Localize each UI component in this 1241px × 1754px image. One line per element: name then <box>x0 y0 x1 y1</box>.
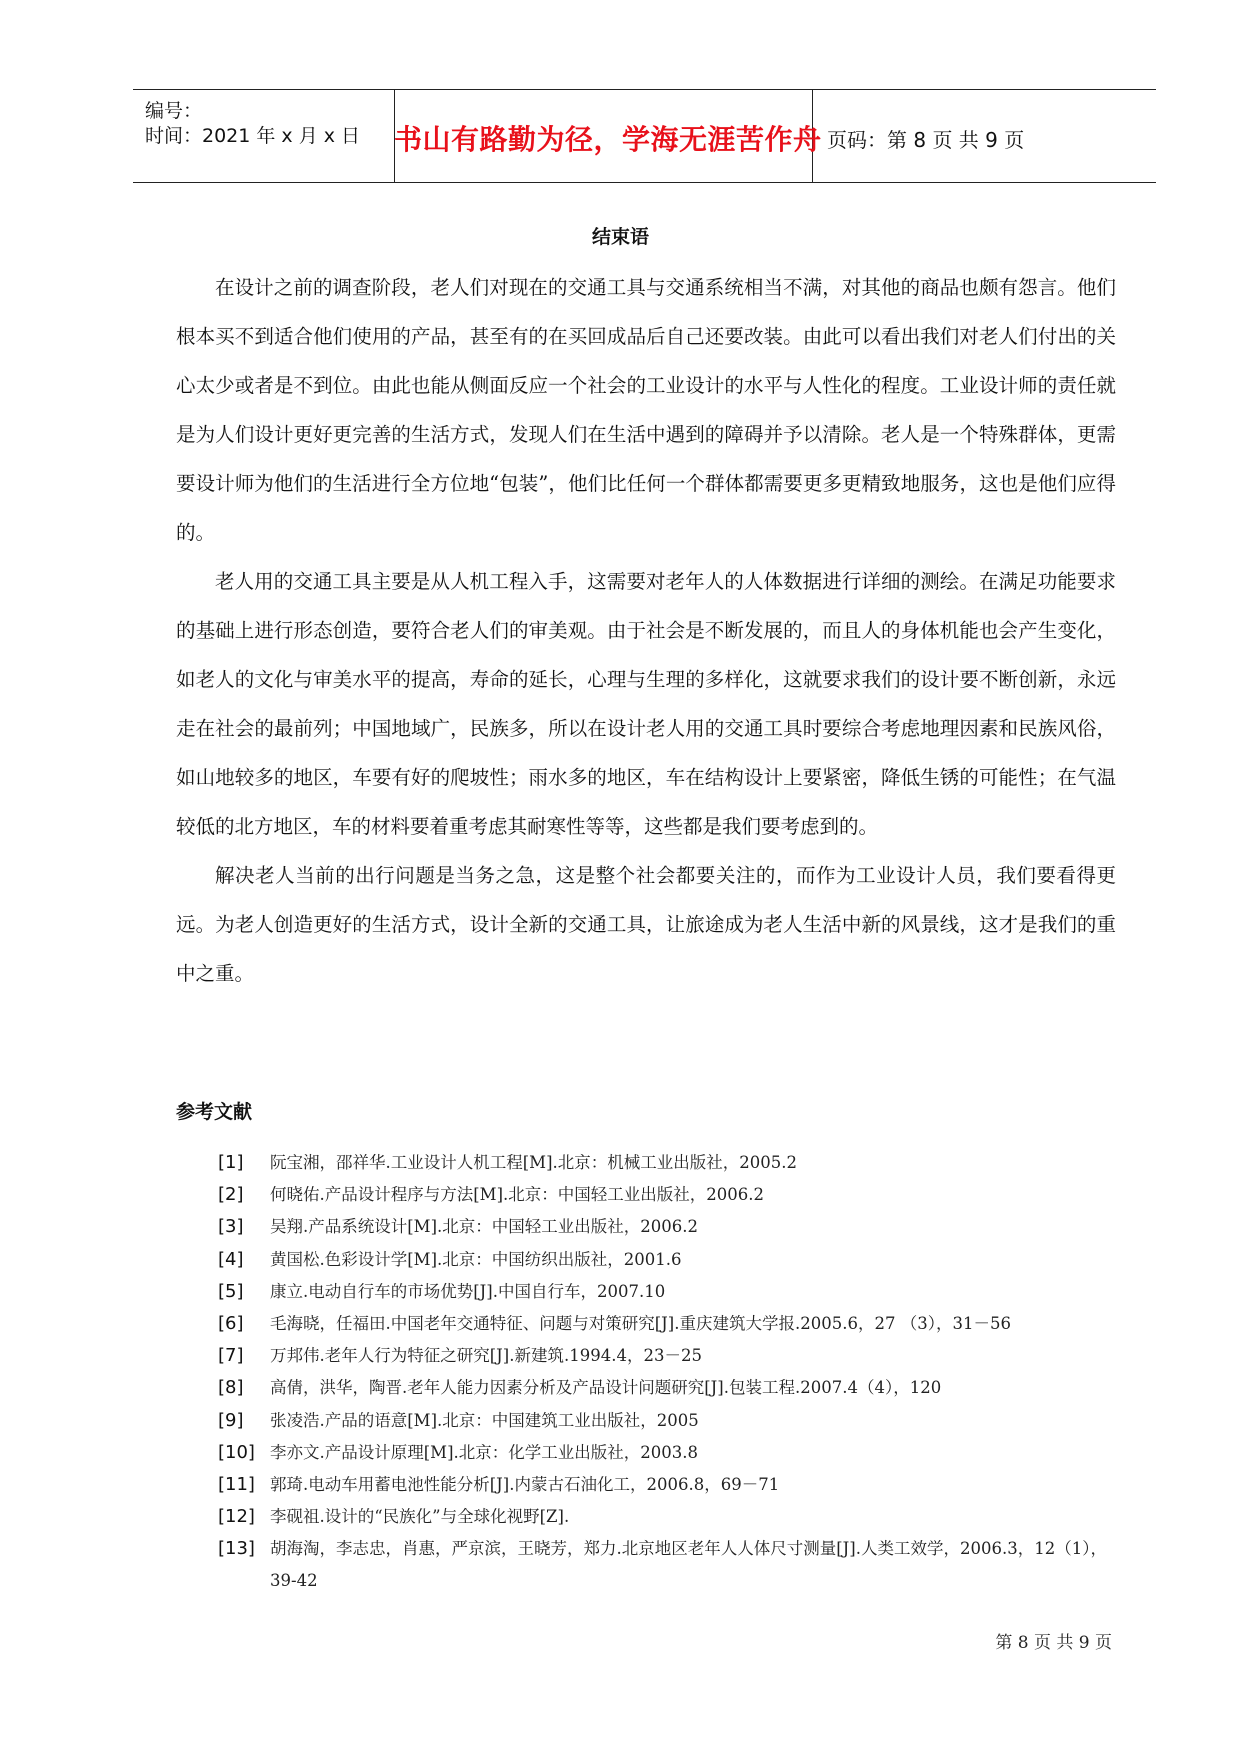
motto: 书山有路勤为径，学海无涯苦作舟 <box>394 123 822 156</box>
reference-text: 胡海淘，李志忠，肖惠，严京滨，王晓芳，郑力.北京地区老年人人体尺寸测量[J].人类工效学，2006.3，12（1），39-42 <box>270 1539 1107 1591</box>
reference-text: 何晓佑.产品设计程序与方法[M].北京：中国轻工业出版社，2006.2 <box>270 1185 764 1205</box>
reference-number: [11] <box>218 1473 255 1495</box>
page-footer: 第 8 页 共 9 页 <box>995 1633 1112 1653</box>
reference-item <box>218 1179 1128 1211</box>
reference-item <box>218 1437 1128 1469</box>
reference-text: 郭琦.电动车用蓄电池性能分析[J].内蒙古石油化工，2006.8，69－71 <box>270 1474 780 1494</box>
page-header <box>133 89 1156 183</box>
reference-text: 万邦伟.老年人行为特征之研究[J].新建筑.1994.4，23－25 <box>270 1346 702 1366</box>
time-label: 时间：2021 年 x 月 x 日 <box>145 125 361 147</box>
references-title: 参考文献 <box>176 1101 253 1123</box>
reference-number: [4] <box>218 1248 244 1270</box>
reference-item <box>218 1147 1128 1179</box>
paragraph: 老人用的交通工具主要是从人机工程入手，这需要对老年人的人体数据进行详细的测绘。在满足功能要求的基础上进行形态创造，要符合老人们的审美观。由于社会是不断发展的，而且人的身体机能也会产生变化，如老人的文化与审美水平的提高，寿命的延长，心理与生理的多样化，这就要求我们的设计要不断创新，永远走在社会的最前列；中国地域广，民族多，所以在设计老人用的交通工具时要综合考虑地理因素和民族风俗，如山地较多的地区，车要有好的爬坡性；雨水多的地区，车在结构设计上要紧密，降低生锈的可能性；在气温较低的北方地区，车的材料要着重考虑其耐寒性等等，这些都是我们要考虑到的。 <box>176 570 1116 838</box>
reference-number: [5] <box>218 1280 244 1302</box>
conclusion-body <box>176 263 1116 998</box>
reference-item <box>218 1308 1128 1340</box>
paragraph: 在设计之前的调查阶段，老人们对现在的交通工具与交通系统相当不满，对其他的商品也颇有怨言。他们根本买不到适合他们使用的产品，甚至有的在买回成品后自己还要改装。由此可以看出我们对老人们付出的关心太少或者是不到位。由此也能从侧面反应一个社会的工业设计的水平与人性化的程度。工业设计师的责任就是为人们设计更好更完善的生活方式，发现人们在生活中遇到的障碍并予以清除。老人是一个特殊群体，更需要设计师为他们的生活进行全方位地“包装”，他们比任何一个群体都需要更多更精致地服务，这也是他们应得的。 <box>176 276 1116 544</box>
reference-text: 李亦文.产品设计原理[M].北京：化学工业出版社，2003.8 <box>270 1442 698 1462</box>
reference-number: [9] <box>218 1409 244 1431</box>
reference-item <box>218 1244 1128 1276</box>
reference-item <box>218 1211 1128 1243</box>
reference-number: [10] <box>218 1441 255 1463</box>
id-label: 编号： <box>145 100 203 122</box>
reference-text: 阮宝湘，邵祥华.工业设计人机工程[M].北京：机械工业出版社，2005.2 <box>270 1153 797 1172</box>
reference-number: [2] <box>218 1184 244 1206</box>
reference-item <box>218 1372 1128 1404</box>
page-info: 页码：第 8 页 共 9 页 <box>827 128 1025 152</box>
reference-number: [8] <box>218 1377 244 1399</box>
header-motto-cell <box>394 90 822 182</box>
reference-number: [12] <box>218 1506 255 1528</box>
reference-item <box>218 1501 1128 1533</box>
reference-text: 高倩，洪华，陶晋.老年人能力因素分析及产品设计问题研究[J].包装工程.2007.4（4），120 <box>270 1378 942 1398</box>
paragraph: 解决老人当前的出行问题是当务之急，这是整个社会都要关注的，而作为工业设计人员，我们要看得更远。为老人创造更好的生活方式，设计全新的交通工具，让旅途成为老人生活中新的风景线，这才是我们的重中之重。 <box>176 864 1116 985</box>
reference-number: [3] <box>218 1216 244 1238</box>
reference-item <box>218 1340 1128 1372</box>
references-list <box>218 1147 1128 1597</box>
reference-text: 张凌浩.产品的语意[M].北京：中国建筑工业出版社，2005 <box>270 1410 699 1430</box>
reference-number: [6] <box>218 1312 244 1334</box>
reference-item <box>218 1533 1128 1597</box>
reference-number: [13] <box>218 1538 255 1560</box>
reference-text: 毛海晓，任福田.中国老年交通特征、问题与对策研究[J].重庆建筑大学报.2005.6，27 （3），31－56 <box>270 1313 1011 1333</box>
section-title: 结束语 <box>591 226 649 248</box>
reference-text: 李砚祖.设计的“民族化”与全球化视野[Z]. <box>270 1507 570 1527</box>
reference-item <box>218 1276 1128 1308</box>
reference-number: [1] <box>218 1152 244 1173</box>
reference-number: [7] <box>218 1345 244 1367</box>
reference-text: 黄国松.色彩设计学[M].北京：中国纺织出版社，2001.6 <box>270 1249 682 1269</box>
reference-item <box>218 1469 1128 1501</box>
reference-text: 康立.电动自行车的市场优势[J].中国自行车，2007.10 <box>270 1281 666 1301</box>
reference-text: 吴翔.产品系统设计[M].北京：中国轻工业出版社，2006.2 <box>270 1217 698 1237</box>
header-left-cell <box>133 90 395 182</box>
header-page-cell <box>813 90 1156 182</box>
reference-item <box>218 1405 1128 1437</box>
